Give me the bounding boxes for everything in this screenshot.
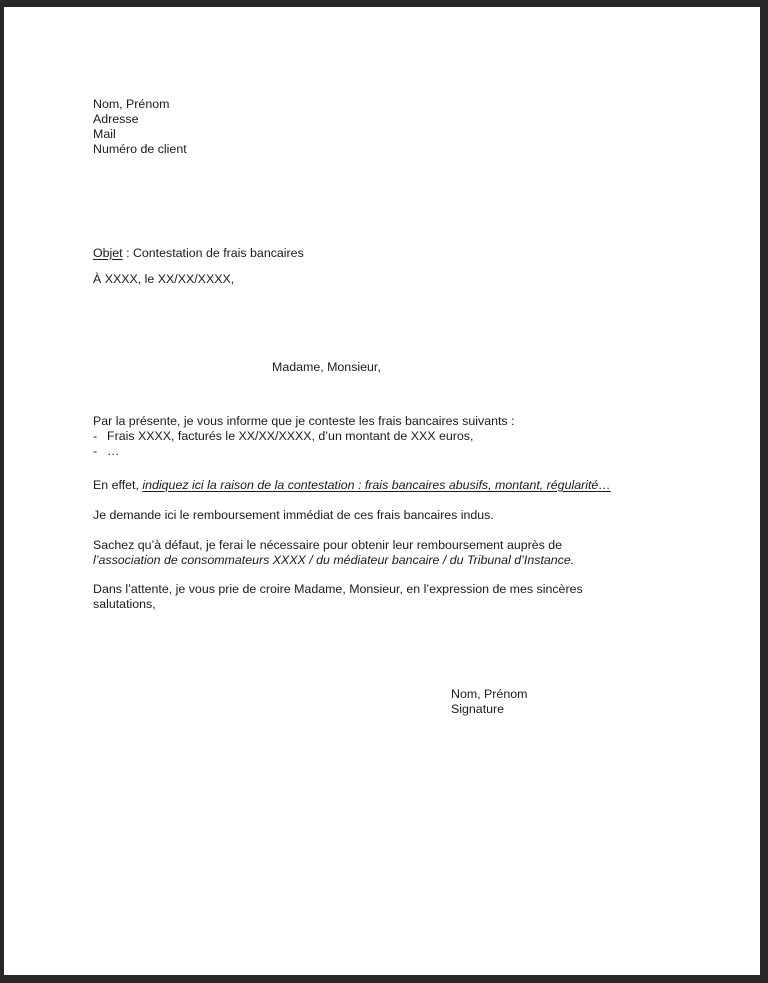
bullet-dash: - [93,444,98,458]
date-line: À XXXX, le XX/XX/XXXX, [93,272,235,286]
intro-line: Par la présente, je vous informe que je conteste les frais bancaires suivants : [93,414,515,428]
fee-item-ellipsis: … [107,444,120,458]
sender-mail: Mail [93,127,116,141]
signature-label: Signature [451,702,505,716]
sender-name: Nom, Prénom [93,97,170,111]
closing-line-1: Dans l’attente, je vous prie de croire Madame, Monsieur, en l’expression de mes sincères [93,582,583,596]
signature-block [451,687,527,717]
closing-line-2: salutations, [93,597,156,611]
reason-line [93,478,611,493]
subject-text: : Contestation de frais bancaires [122,246,304,260]
salutation: Madame, Monsieur, [272,360,381,374]
warning-paragraph [93,538,574,568]
fee-list-item [93,429,515,444]
warning-line-1: Sachez qu’à défaut, je ferai le nécessaire pour obtenir leur remboursement auprès de [93,538,563,552]
bullet-dash: - [93,429,98,443]
subject-line [93,246,304,261]
subject-label: Objet [93,246,123,260]
fee-list-item [93,444,515,459]
sender-client-number: Numéro de client [93,142,187,156]
sender-address: Adresse [93,112,139,126]
signature-name: Nom, Prénom [451,687,528,701]
reason-placeholder: indiquez ici la raison de la contestation : frais bancaires abusifs, montant, régularité… [142,478,611,492]
demand-line: Je demande ici le remboursement immédiat de ces frais bancaires indus. [93,508,494,522]
sender-block [93,97,187,157]
fee-item-text: Frais XXXX, facturés le XX/XX/XXXX, d’un montant de XXX euros, [107,429,474,443]
warning-line-2: l’association de consommateurs XXXX / du médiateur bancaire / du Tribunal d’Instance. [93,553,575,567]
closing-paragraph [93,582,583,612]
intro-paragraph [93,414,515,459]
letter-page [4,7,760,975]
reason-prefix: En effet, [93,478,143,492]
